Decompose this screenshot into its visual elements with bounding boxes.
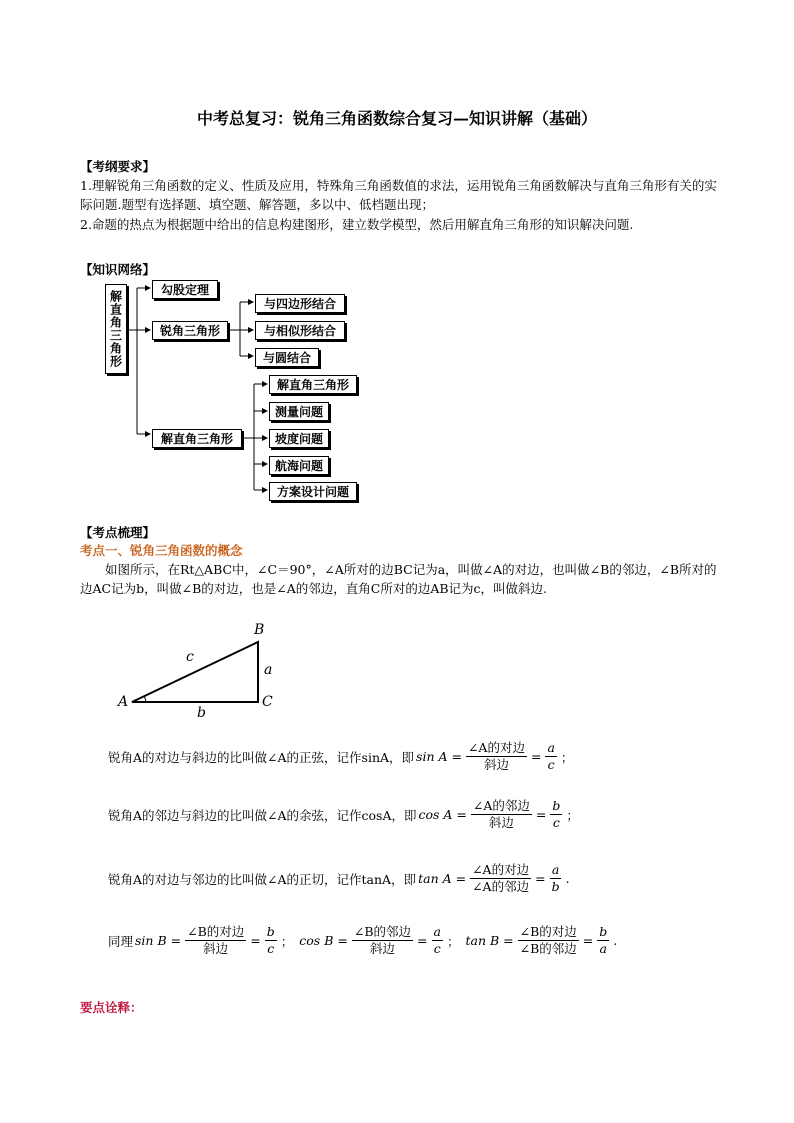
node-solve-child-2: 测量问题 bbox=[269, 402, 329, 421]
formula-cos-a: 锐角A的邻边与斜边的比叫做∠A的余弦，记作cosA，即 cos A = $\frac{\text{∠A的邻边}}{\text{斜边}}$ = $\frac{b}{c}$ ； bbox=[108, 798, 579, 830]
triangle-abc bbox=[132, 642, 258, 702]
side-b-label: b bbox=[197, 705, 206, 721]
knowledge-network-diagram bbox=[100, 278, 370, 503]
notes-heading: 要点诠释： bbox=[80, 1000, 143, 1015]
vertex-c-label: C bbox=[262, 694, 273, 710]
node-acute-triangle: 锐角三角形 bbox=[152, 321, 228, 340]
side-c-label: c bbox=[186, 649, 194, 665]
node-pythagoras: 勾股定理 bbox=[152, 280, 218, 299]
syllabus-paragraph-1: 1.理解锐角三角函数的定义、性质及应用，特殊角三角函数值的求法，运用锐角三角函数解决与直角三角形有关的实际问题.题型有选择题、填空题、解答题，多以中、低档题出现； bbox=[80, 178, 717, 212]
node-solve-child-5: 方案设计问题 bbox=[269, 482, 357, 501]
node-solve-triangle: 解直角三角形 bbox=[152, 429, 242, 448]
point1-intro: 如图所示，在Rt△ABC中，∠C＝90°，∠A所对的边BC记为a，叫做∠A的对边，也叫做∠B的邻边，∠B所对的边AC记为b，叫做∠B的对边，也是∠A的邻边，直角C所对的边AB记为c，叫做斜边. bbox=[80, 562, 717, 596]
node-solve-child-1: 解直角三角形 bbox=[269, 375, 357, 394]
network-heading: 【知识网络】 bbox=[80, 262, 156, 277]
vertex-a-label: A bbox=[118, 694, 129, 710]
node-solve-child-3: 坡度问题 bbox=[269, 429, 329, 448]
side-a-label: a bbox=[264, 662, 273, 678]
network-root: 解直角三角形 bbox=[105, 284, 127, 374]
formula-angle-b: 同理 sin B = $\frac{\text{∠B的对边}}{\text{斜边}}$ = $\frac{b}{c}$ ； cos B = $\frac{\text{∠B的邻边}}{\text{斜边}}$ = $\frac{a}{c}$ ； tan B = $\frac{\text{∠B的对边}}{\text{∠B的邻边}}$ = $\frac{b}{a}$ . bbox=[108, 924, 618, 956]
page-title: 中考总复习：锐角三角函数综合复习—知识讲解（基础） bbox=[196, 109, 597, 128]
points-heading: 【考点梳理】 bbox=[80, 525, 156, 540]
node-solve-child-4: 航海问题 bbox=[269, 456, 329, 475]
vertex-b-label: B bbox=[254, 622, 265, 638]
node-acute-child-1: 与四边形结合 bbox=[255, 294, 345, 313]
node-acute-child-3: 与圆结合 bbox=[255, 348, 319, 367]
formula-tan-a: 锐角A的对边与邻边的比叫做∠A的正切，记作tanA，即 tan A = $\frac{\text{∠A的对边}}{\text{∠A的邻边}}$ = $\frac{a}{b}$ . bbox=[108, 862, 570, 894]
node-acute-child-2: 与相似形结合 bbox=[255, 321, 345, 340]
syllabus-paragraph-2: 2.命题的热点为根据题中给出的信息构建图形，建立数学模型，然后用解直角三角形的知识解决问题. bbox=[80, 217, 634, 232]
point1-heading: 考点一、锐角三角函数的概念 bbox=[80, 543, 243, 558]
syllabus-heading: 【考纲要求】 bbox=[80, 159, 156, 174]
formula-sin-a: 锐角A的对边与斜边的比叫做∠A的正弦，记作sinA，即 sin A = $\frac{\text{∠A的对边}}{\text{斜边}}$ = $\frac{a}{c}$ ； bbox=[108, 740, 574, 772]
